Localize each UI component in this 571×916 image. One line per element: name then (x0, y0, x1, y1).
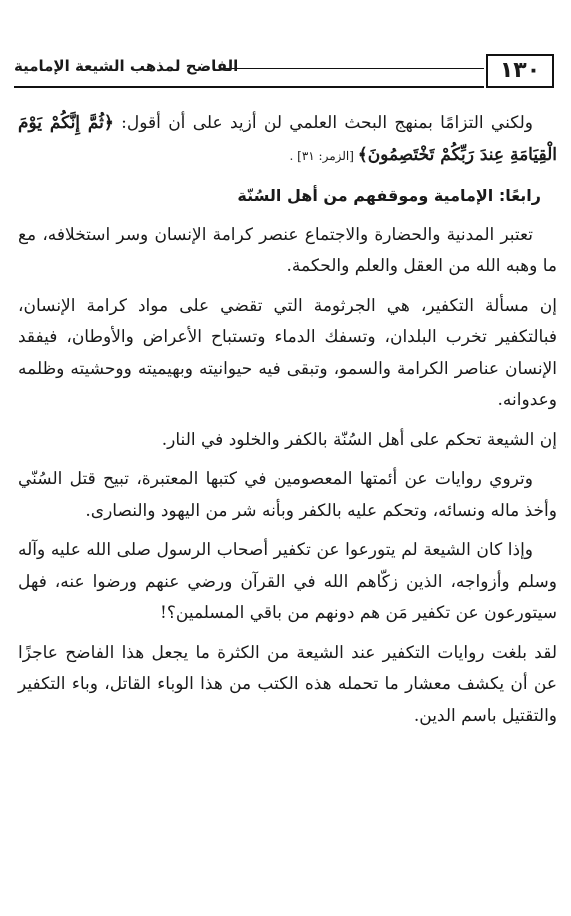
paragraph-7: لقد بلغت روايات التكفير عند الشيعة من الكثرة ما يجعل هذا الفاضح عاجزًا عن أن يكشف معشار ما تحمله هذه الكتب من هذا الوباء القاتل، وباء التكفير والتقتيل باسم الدين. (18, 642, 557, 726)
header-rule-lower (14, 86, 484, 88)
paragraph-1 (18, 108, 557, 172)
header-rule-upper (219, 68, 484, 69)
page-number: ١٣٠ (486, 54, 554, 88)
running-title: الفاضح لمذهب الشيعة الإمامية (14, 57, 239, 75)
running-header (14, 52, 554, 92)
paragraph-4: إن الشيعة تحكم على أهل السُنّة بالكفر والخلود في النار. (161, 429, 557, 450)
section-heading: رابعًا: الإمامية وموقفهم من أهل السُنّة (237, 186, 541, 205)
quran-verse: ﴿ثُمَّ إِنَّكُمْ يَوْمَ الْقِيَامَةِ عِندَ رَبِّكُمْ تَخْتَصِمُونَ﴾ (18, 113, 557, 165)
paragraph-6: وإذا كان الشيعة لم يتورعوا عن تكفير أصحاب الرسول صلى الله عليه وآله وسلم وأزواجه، الذين زكّاهم الله في القرآن ورضي عنهم ورضوا عنه، فهل سيتورعون عن تكفير مَن هم دونهم من باقي المسلمين؟! (18, 540, 557, 623)
paragraph-1-intro: ولكني التزامًا بمنهج البحث العلمي لن أزيد على أن أقول: (113, 113, 533, 133)
verse-reference: [الزمر: ٣١] . (289, 148, 358, 163)
main-text (18, 108, 557, 740)
paragraph-3: إن مسألة التكفير، هي الجرثومة التي تقضي على مواد كرامة الإنسان، فبالتكفير تخرب البلدان، وتسفك الدماء وتستباح الأعراض والأوطان، فيفقد الإنسان عناصر الكرامة والسمو، وتبقى فيه حيوانيته وبهيميته ووحشيته وظلمه وعدوانه. (18, 295, 557, 410)
paragraph-5: وتروي روايات عن أئمتها المعصومين في كتبها المعتبرة، تبيح قتل السُنّي وأخذ ماله ونسائه، وتحكم عليه بالكفر وبأنه شر من اليهود والنصارى. (18, 469, 557, 521)
paragraph-2: تعتبر المدنية والحضارة والاجتماع عنصر كرامة الإنسان وسر استخلافه، مع ما وهبه الله من العقل والعلم والحكمة. (18, 224, 557, 276)
